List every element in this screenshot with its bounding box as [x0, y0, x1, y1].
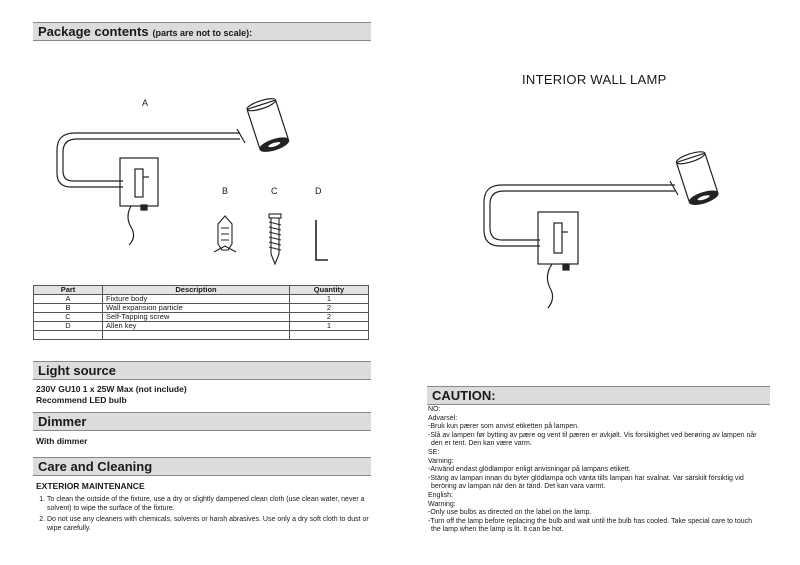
part-label-b: B	[222, 186, 229, 196]
caution-line: den er tent. Den kan være varm.	[431, 440, 532, 448]
wall-lamp-illustration	[470, 150, 730, 310]
part-label-c: C	[271, 186, 278, 196]
list-item: 2. Do not use any cleaners with chemicals, solvents or harsh abrasives. Use only a dry soft cloth to dust or wipe carefully.	[47, 515, 373, 533]
package-contents-title: Package contents (parts are not to scale):	[38, 24, 253, 39]
cell-description: Allen key	[103, 322, 290, 331]
cell-part: B	[34, 304, 103, 313]
parts-table-header-row	[34, 286, 369, 295]
cell-empty	[103, 331, 290, 340]
cell-description: Self-Tapping screw	[103, 313, 290, 322]
caution-text	[428, 406, 778, 535]
caution-line: Advarsel:	[428, 414, 458, 422]
caution-line: -Slå av lampen før bytting av pære og vent til pæren er avkjølt. Vis forsiktighet ved berøring av lampen når	[428, 431, 757, 439]
caution-line: Warning:	[428, 500, 456, 508]
col-header-description: Description	[103, 286, 290, 295]
screw-illustration	[264, 212, 286, 267]
caution-line: -Stäng av lampan innan du byter glödlampa och vänta tills lampan har svalnat. Var särskilt försiktig vid	[428, 474, 744, 482]
cell-quantity: 1	[290, 322, 369, 331]
col-header-quantity: Quantity	[290, 286, 369, 295]
caution-line: the lamp when the lamp is lit. It can be hot.	[431, 526, 564, 534]
table-row	[34, 331, 369, 340]
cell-description: Fixture body	[103, 295, 290, 304]
caution-line: -Only use bulbs as directed on the label on the lamp.	[428, 509, 592, 517]
cell-empty	[34, 331, 103, 340]
cell-quantity: 1	[290, 295, 369, 304]
cell-part: C	[34, 313, 103, 322]
caution-line: English:	[428, 491, 453, 499]
col-header-part: Part	[34, 286, 103, 295]
cell-part: D	[34, 322, 103, 331]
caution-line: NO:	[428, 406, 441, 413]
care-subtitle: EXTERIOR MAINTENANCE	[36, 481, 145, 491]
cell-empty	[290, 331, 369, 340]
light-source-title: Light source	[38, 363, 117, 378]
care-title: Care and Cleaning	[38, 459, 153, 474]
care-instructions	[35, 495, 373, 535]
care-header	[33, 457, 371, 476]
caution-line: -Turn off the lamp before replacing the bulb and wait until the bulb has cooled. Take special care to touch	[428, 517, 753, 525]
caution-line: Varning:	[428, 457, 454, 465]
caution-line: -Bruk kun pærer som anvist etiketten på lampen.	[428, 423, 579, 431]
table-row	[34, 304, 369, 313]
cell-quantity: 2	[290, 313, 369, 322]
dimmer-text: With dimmer	[36, 436, 88, 446]
list-item: 1. To clean the outside of the fixture, use a dry or slightly dampened clean cloth (use clean water, never a solvent) to wipe the surface of the fixture.	[47, 495, 373, 513]
wall-plug-illustration	[212, 214, 238, 260]
allen-key-illustration	[312, 218, 332, 266]
light-source-recommendation: Recommend LED bulb	[36, 395, 127, 405]
table-row	[34, 295, 369, 304]
caution-line: beröring av lampan när den är tänd. Det kan vara varmt.	[431, 483, 606, 491]
table-row	[34, 322, 369, 331]
dimmer-header	[33, 412, 371, 431]
package-contents-subtitle: (parts are not to scale):	[152, 28, 253, 38]
caution-header	[427, 386, 770, 405]
light-source-header	[33, 361, 371, 380]
cell-description: Wall expansion particle	[103, 304, 290, 313]
parts-table	[33, 285, 369, 340]
part-label-d: D	[315, 186, 322, 196]
light-source-spec: 230V GU10 1 x 25W Max (not include)	[36, 384, 187, 394]
cell-quantity: 2	[290, 304, 369, 313]
product-title: INTERIOR WALL LAMP	[522, 72, 667, 87]
caution-line: -Använd endast glödlampor enligt anvisningar på lampans etikett.	[428, 466, 631, 474]
caution-line: SE:	[428, 448, 440, 456]
package-contents-header	[33, 22, 371, 41]
caution-title: CAUTION:	[432, 388, 496, 403]
dimmer-title: Dimmer	[38, 414, 87, 429]
cell-part: A	[34, 295, 103, 304]
part-label-a: A	[142, 98, 149, 108]
table-row	[34, 313, 369, 322]
